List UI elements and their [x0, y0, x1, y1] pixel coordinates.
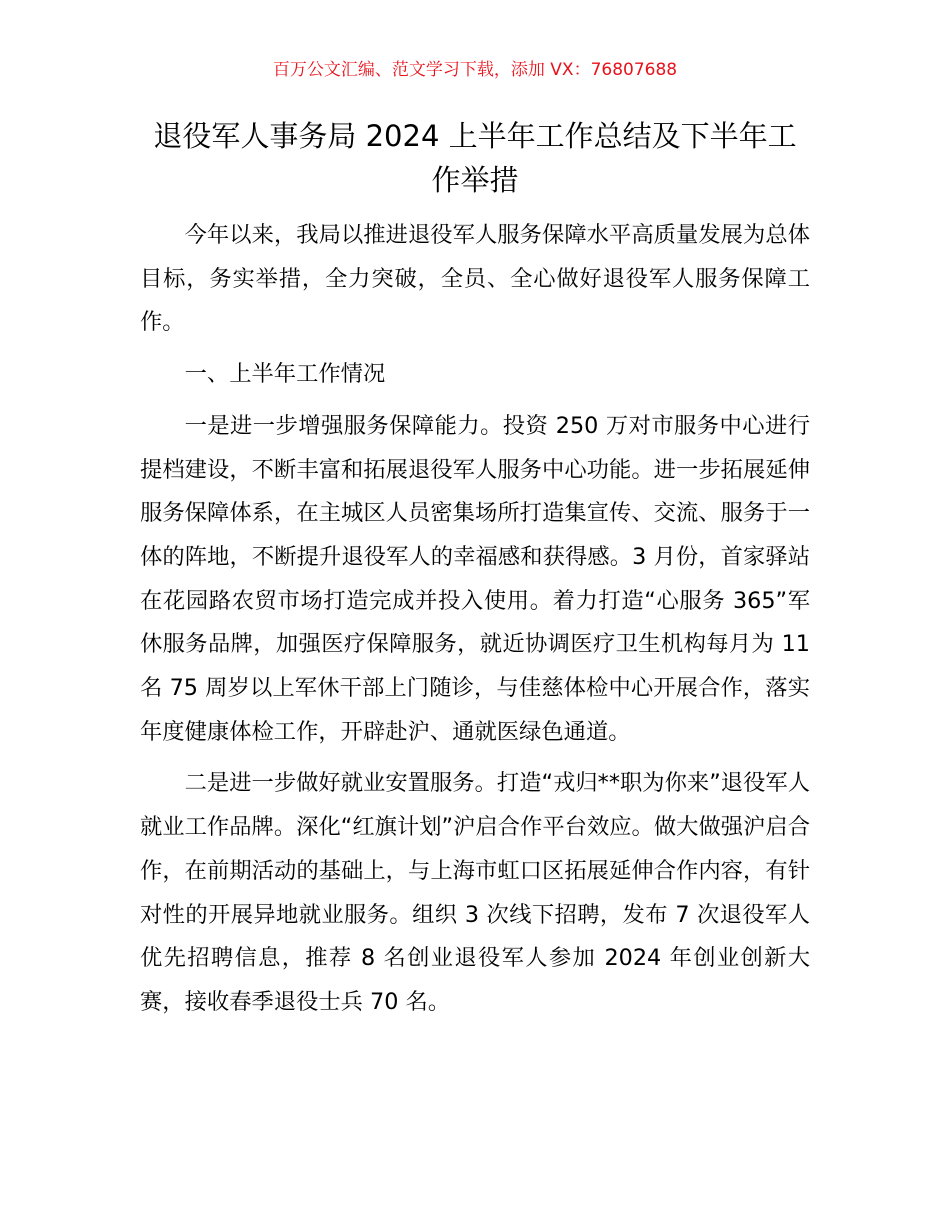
document-title: 退役军人事务局 2024 上半年工作总结及下半年工作举措: [153, 119, 797, 197]
document-body: [140, 214, 810, 1025]
paragraph-service-capacity: 一是进一步增强服务保障能力。投资 250 万对市服务中心进行提档建设，不断丰富和拓展退役军人服务中心功能。进一步拓展延伸服务保障体系，在主城区人员密集场所打造集宣传、交流、服务于一体的阵地，不断提升退役军人的幸福感和获得感。3 月份，首家驿站在花园路农贸市场打造完成并投入使用。着力打造“心服务 365”军休服务品牌，加强医疗保障服务，就近协调医疗卫生机构每月为 11 名 75 周岁以上军休干部上门随诊，与佳慈体检中心开展合作，落实年度健康体检工作，开辟赴沪、通就医绿色通道。: [140, 412, 810, 745]
header-watermark-note: 百万公文汇编、范文学习下载，添加 VX：76807688: [272, 60, 678, 80]
section-heading-first-half: 一、上半年工作情况: [184, 361, 386, 388]
paragraph-intro: 今年以来，我局以推进退役军人服务保障水平高质量发展为总体目标，务实举措，全力突破，全员、全心做好退役军人服务保障工作。: [140, 222, 810, 336]
paragraph-employment: 二是进一步做好就业安置服务。打造“戎归**职为你来”退役军人就业工作品牌。深化“红旗计划”沪启合作平台效应。做大做强沪启合作，在前期活动的基础上，与上海市虹口区拓展延伸合作内容，有针对性的开展异地就业服务。组织 3 次线下招聘，发布 7 次退役军人优先招聘信息，推荐 8 名创业退役军人参加 2024 年创业创新大赛，接收春季退役士兵 70 名。: [140, 770, 810, 1015]
